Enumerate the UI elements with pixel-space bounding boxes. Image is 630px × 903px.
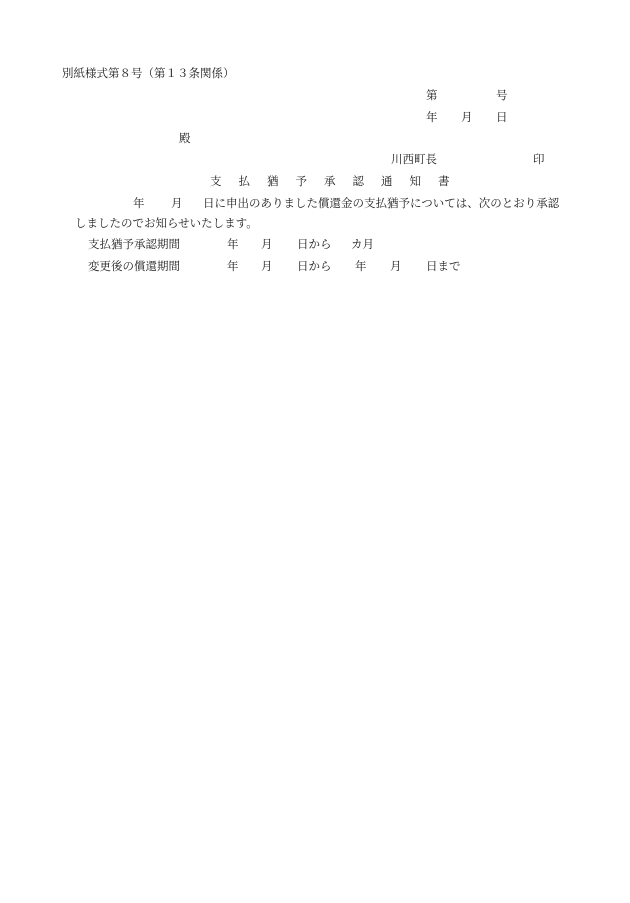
seal-mark: 印	[533, 152, 545, 166]
form-label: 別紙様式第８号（第１３条関係）	[62, 66, 235, 80]
issue-date-month: 月	[461, 110, 473, 124]
title-char: 認	[352, 174, 364, 188]
title-char: 払	[238, 174, 250, 188]
title-char: 承	[324, 174, 336, 188]
approval-period-year: 年	[227, 237, 239, 251]
issuer-name: 川西町長	[391, 152, 437, 166]
revised-period-until: 日まで	[426, 259, 461, 273]
approval-period-label: 支払猶予承認期間	[88, 237, 180, 251]
body-month: 月	[171, 196, 183, 210]
body-line-1: 日に申出のありました償還金の支払猶予については、次のとおり承認	[203, 196, 560, 210]
title-char: 猶	[267, 174, 279, 188]
recipient-honorific: 殿	[179, 131, 191, 145]
document-title	[210, 174, 467, 188]
body-line-2: しましたのでお知らせいたします。	[75, 216, 258, 230]
doc-number-suffix: 号	[496, 88, 508, 102]
title-char: 書	[438, 174, 450, 188]
revised-period-from: 日から	[297, 259, 332, 273]
revised-period-year: 年	[227, 259, 239, 273]
revised-period-end-month: 月	[390, 259, 402, 273]
approval-period-from: 日から	[297, 237, 332, 251]
approval-period-month: 月	[261, 237, 273, 251]
title-char: 支	[210, 174, 222, 188]
body-year: 年	[133, 196, 145, 210]
doc-number-prefix: 第	[426, 88, 438, 102]
issue-date-year: 年	[426, 110, 438, 124]
title-char: 通	[381, 174, 393, 188]
revised-period-end-year: 年	[355, 259, 367, 273]
revised-period-month: 月	[261, 259, 273, 273]
title-char: 予	[295, 174, 307, 188]
revised-period-label: 変更後の償還期間	[88, 259, 180, 273]
approval-period-months: カ月	[351, 237, 374, 251]
title-char: 知	[409, 174, 421, 188]
issue-date-day: 日	[496, 110, 508, 124]
